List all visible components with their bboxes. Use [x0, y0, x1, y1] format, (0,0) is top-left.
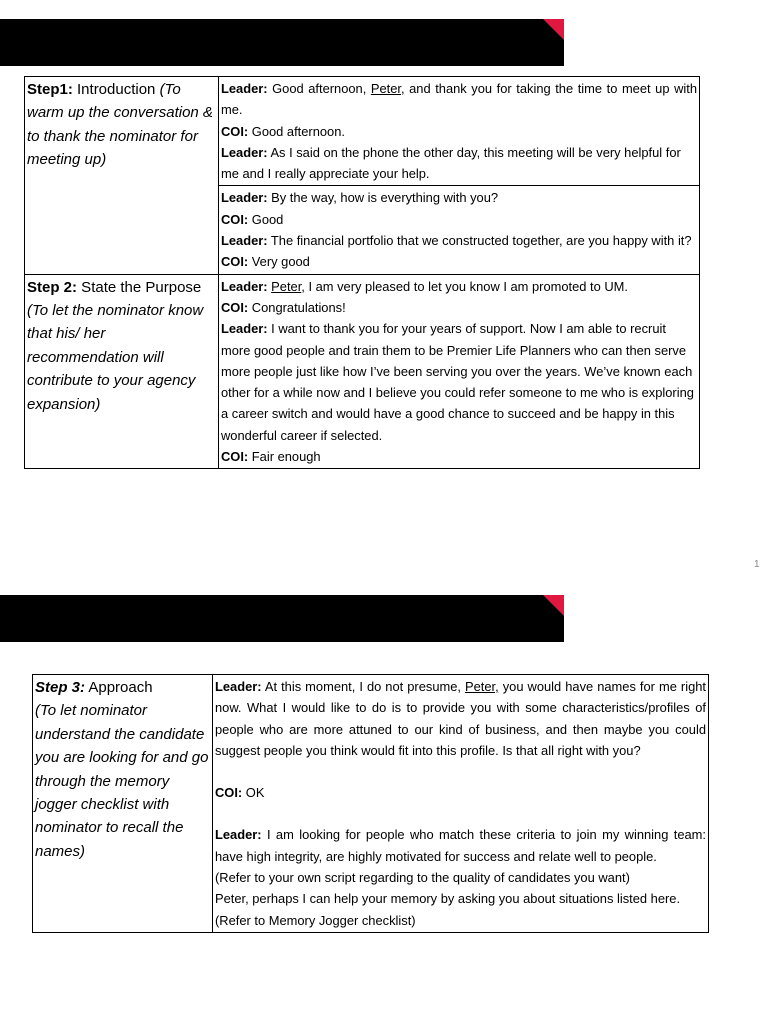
speaker-label: Leader:	[221, 233, 268, 249]
speaker-label: Leader:	[215, 679, 262, 694]
step2-cell	[25, 274, 219, 469]
dialogue-line: COI: Very good	[221, 254, 310, 270]
nominator-name: Peter	[271, 278, 302, 294]
step2-description: (To let the nominator know that his/ her recommendation will contribute to your agency expansion)	[27, 302, 204, 413]
table-row	[25, 77, 700, 186]
dialogue-line: Leader: As I said on the phone the other day, this meeting will be very helpful for me and I really appreciate your help.	[221, 144, 681, 182]
speaker-label: Leader:	[221, 144, 268, 160]
script-table-1	[24, 76, 700, 469]
step2-dialogue	[219, 274, 700, 469]
dialogue-line: Leader: By the way, how is everything with you?	[221, 190, 499, 206]
nominator-name: Peter,	[370, 81, 405, 96]
step3-title: Approach	[85, 679, 153, 696]
step1-dialogue-1	[219, 77, 700, 186]
step1-cell	[25, 77, 219, 275]
step3-label: Step 3:	[35, 679, 86, 696]
dialogue-line: Leader: I want to thank you for your years of support. Now I am able to recruit more good people and train them to be Premier Life Planners who can then serve more people just like how I’ve been serving you over the years. We’ve known each other for a while now and I believe you could refer someone to me who is exploring a career switch and would have a good chance to succeed and be happy in this wonderful career if selected.	[221, 321, 694, 443]
speaker-label: COI:	[221, 449, 249, 465]
dialogue-line: COI: Good	[221, 211, 284, 227]
dialogue-line: Leader: At this moment, I do not presume, Peter, you would have names for me right now. What I would like to do is to provide you with some characteristics/profiles of people who are more attuned to our kind of business, and then maybe you could suggest people you think would fit into this profile. Is that all right with you?	[215, 679, 706, 758]
dialogue-line: Leader: I am looking for people who match these criteria to join my winning team: have high integrity, are highly motivated for success and relate well to people.	[215, 827, 706, 864]
speaker-label: Leader:	[221, 321, 268, 337]
step3-description: (To let nominator understand the candidate you are looking for and go through the memory jogger checklist with nominator to recall the names)	[35, 702, 209, 860]
speaker-label: COI:	[221, 254, 249, 270]
step3-cell	[33, 675, 213, 933]
page-number: 1	[754, 559, 760, 570]
script-table-2	[32, 674, 709, 933]
step1-title: Introduction	[72, 81, 160, 98]
dialogue-line: Leader: The financial portfolio that we constructed together, are you happy with it?	[221, 233, 692, 249]
red-corner-accent	[543, 19, 564, 40]
speaker-label: Leader:	[221, 278, 268, 294]
speaker-label: COI:	[221, 211, 249, 227]
dialogue-line: COI: Fair enough	[221, 449, 321, 465]
step1-dialogue-2	[219, 186, 700, 274]
speaker-label: COI:	[215, 785, 243, 801]
dialogue-line: COI: Congratulations!	[221, 299, 346, 315]
dialogue-line: Leader: Good afternoon, Peter, and thank you for taking the time to meet up with me.	[221, 81, 697, 118]
dialogue-line: Peter, perhaps I can help your memory by asking you about situations listed here.	[215, 891, 681, 907]
step2-label: Step 2:	[27, 278, 78, 296]
dialogue-line: COI: OK	[215, 785, 265, 801]
nominator-name: Peter,	[465, 679, 499, 694]
speaker-label: Leader:	[215, 827, 262, 843]
speaker-label: Leader:	[221, 190, 268, 206]
header-bar	[0, 595, 564, 642]
speaker-label: COI:	[221, 299, 249, 315]
dialogue-note: (Refer to Memory Jogger checklist)	[215, 912, 416, 928]
dialogue-line: COI: Good afternoon.	[221, 123, 345, 139]
dialogue-line: Leader: Peter, I am very pleased to let you know I am promoted to UM.	[221, 278, 628, 294]
step2-title: State the Purpose	[77, 278, 202, 296]
step1-description: (To warm up the conversation & to thank the nominator for meeting up)	[27, 81, 213, 169]
dialogue-note: (Refer to your own script regarding to the quality of candidates you want)	[215, 870, 630, 886]
red-corner-accent	[543, 595, 564, 616]
speaker-label: Leader:	[221, 81, 268, 96]
header-bar	[0, 19, 564, 66]
table-row	[33, 675, 709, 933]
table-row	[25, 274, 700, 469]
speaker-label: COI:	[221, 123, 249, 139]
step1-label: Step1:	[27, 81, 73, 98]
step3-dialogue	[213, 675, 709, 933]
